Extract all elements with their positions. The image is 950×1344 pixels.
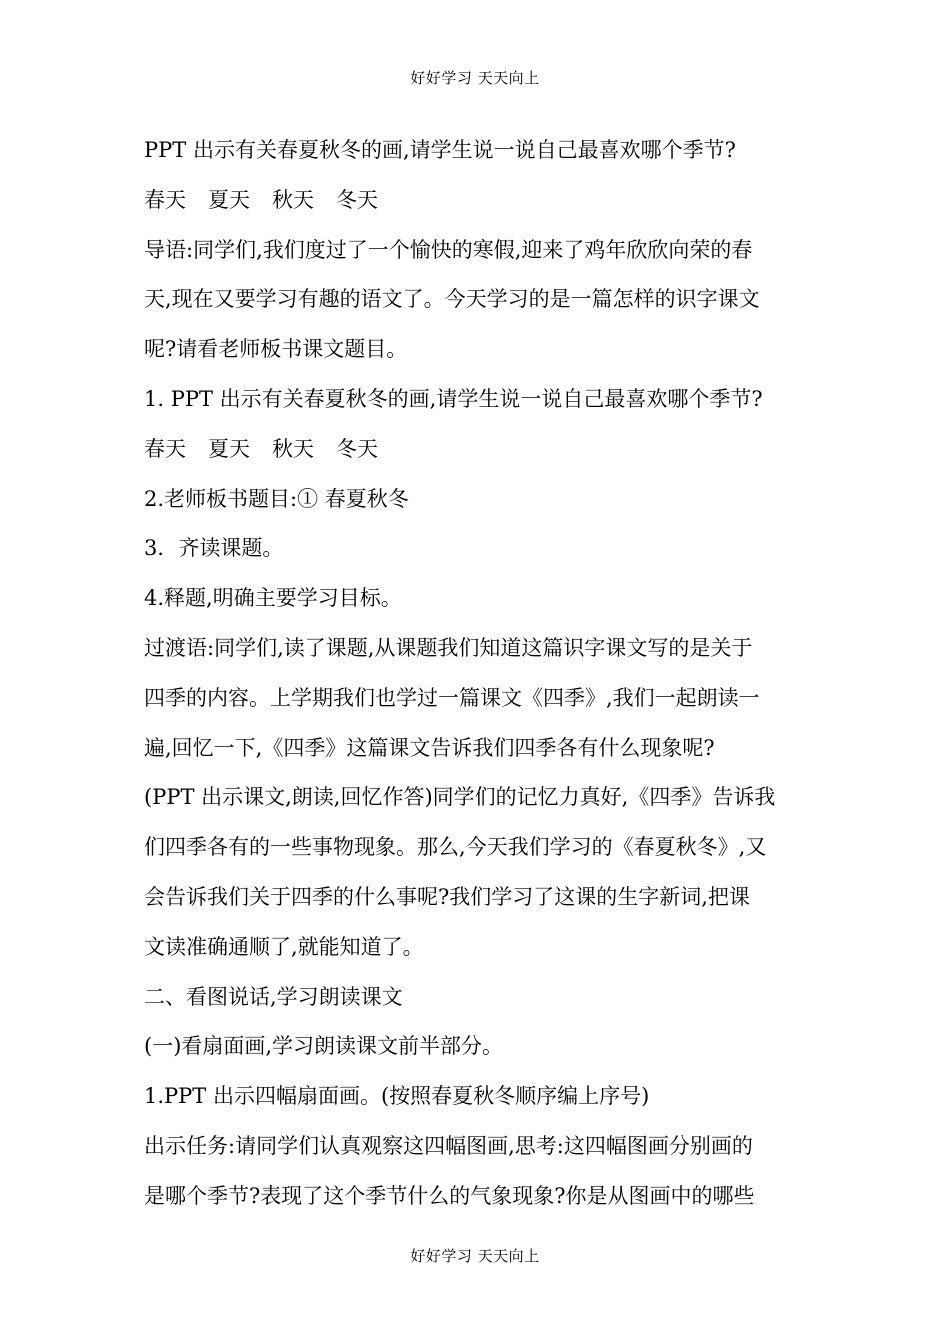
section-heading: 二、看图说话,学习朗读课文 bbox=[144, 984, 403, 1009]
season-spring: 春天 bbox=[144, 187, 186, 212]
paragraph-line: 呢?请看老师板书课文题目。 bbox=[144, 337, 408, 362]
season-autumn: 秋天 bbox=[272, 436, 314, 461]
paragraph-line: 们四季各有的一些事物现象。那么,今天我们学习的《春夏秋冬》,又 bbox=[144, 835, 767, 860]
season-summer: 夏天 bbox=[208, 187, 250, 212]
document-body bbox=[144, 126, 808, 1222]
paragraph-line: 出示任务:请同学们认真观察这四幅图画,思考:这四幅图画分别画的 bbox=[144, 1133, 753, 1158]
season-winter: 冬天 bbox=[336, 436, 378, 461]
paragraph-line: 1.PPT 出示四幅扇面画。(按照春夏秋冬顺序编上序号) bbox=[144, 1084, 650, 1109]
season-list bbox=[144, 176, 808, 226]
paragraph-line: 过渡语:同学们,读了课题,从课题我们知道这篇识字课文写的是关于 bbox=[144, 635, 753, 660]
paragraph-line: (PPT 出示课文,朗读,回忆作答)同学们的记忆力真好,《四季》告诉我 bbox=[144, 785, 776, 810]
season-autumn: 秋天 bbox=[272, 187, 314, 212]
subsection-heading: (一)看扇面画,学习朗读课文前半部分。 bbox=[144, 1034, 504, 1059]
paragraph-line: 4.释题,明确主要学习目标。 bbox=[144, 586, 402, 611]
paragraph-line: 四季的内容。上学期我们也学过一篇课文《四季》,我们一起朗读一 bbox=[144, 685, 760, 710]
paragraph-line: 2.老师板书题目:① 春夏秋冬 bbox=[144, 486, 409, 511]
season-winter: 冬天 bbox=[336, 187, 378, 212]
paragraph-line: 导语:同学们,我们度过了一个愉快的寒假,迎来了鸡年欣欣向荣的春 bbox=[144, 237, 753, 262]
paragraph-line: 3．齐读课题。 bbox=[144, 536, 284, 561]
page-footer: 好好学习 天天向上 bbox=[410, 1247, 540, 1265]
paragraph-line: PPT 出示有关春夏秋冬的画,请学生说一说自己最喜欢哪个季节? bbox=[144, 138, 736, 162]
paragraph-line: 会告诉我们关于四季的什么事呢?我们学习了这课的生字新词,把课 bbox=[144, 884, 750, 909]
season-list bbox=[144, 425, 808, 475]
paragraph-line: 是哪个季节?表现了这个季节什么的气象现象?你是从图画中的哪些 bbox=[144, 1183, 755, 1208]
paragraph-line: 文读准确通顺了,就能知道了。 bbox=[144, 934, 424, 959]
paragraph-line: 天,现在又要学习有趣的语文了。今天学习的是一篇怎样的识字课文 bbox=[144, 287, 760, 312]
page-header: 好好学习 天天向上 bbox=[410, 69, 540, 87]
season-spring: 春天 bbox=[144, 436, 186, 461]
paragraph-line: 1. PPT 出示有关春夏秋冬的画,请学生说一说自己最喜欢哪个季节? bbox=[144, 386, 763, 411]
season-summer: 夏天 bbox=[208, 436, 250, 461]
paragraph-line: 遍,回忆一下,《四季》这篇课文告诉我们四季各有什么现象呢? bbox=[144, 735, 715, 760]
